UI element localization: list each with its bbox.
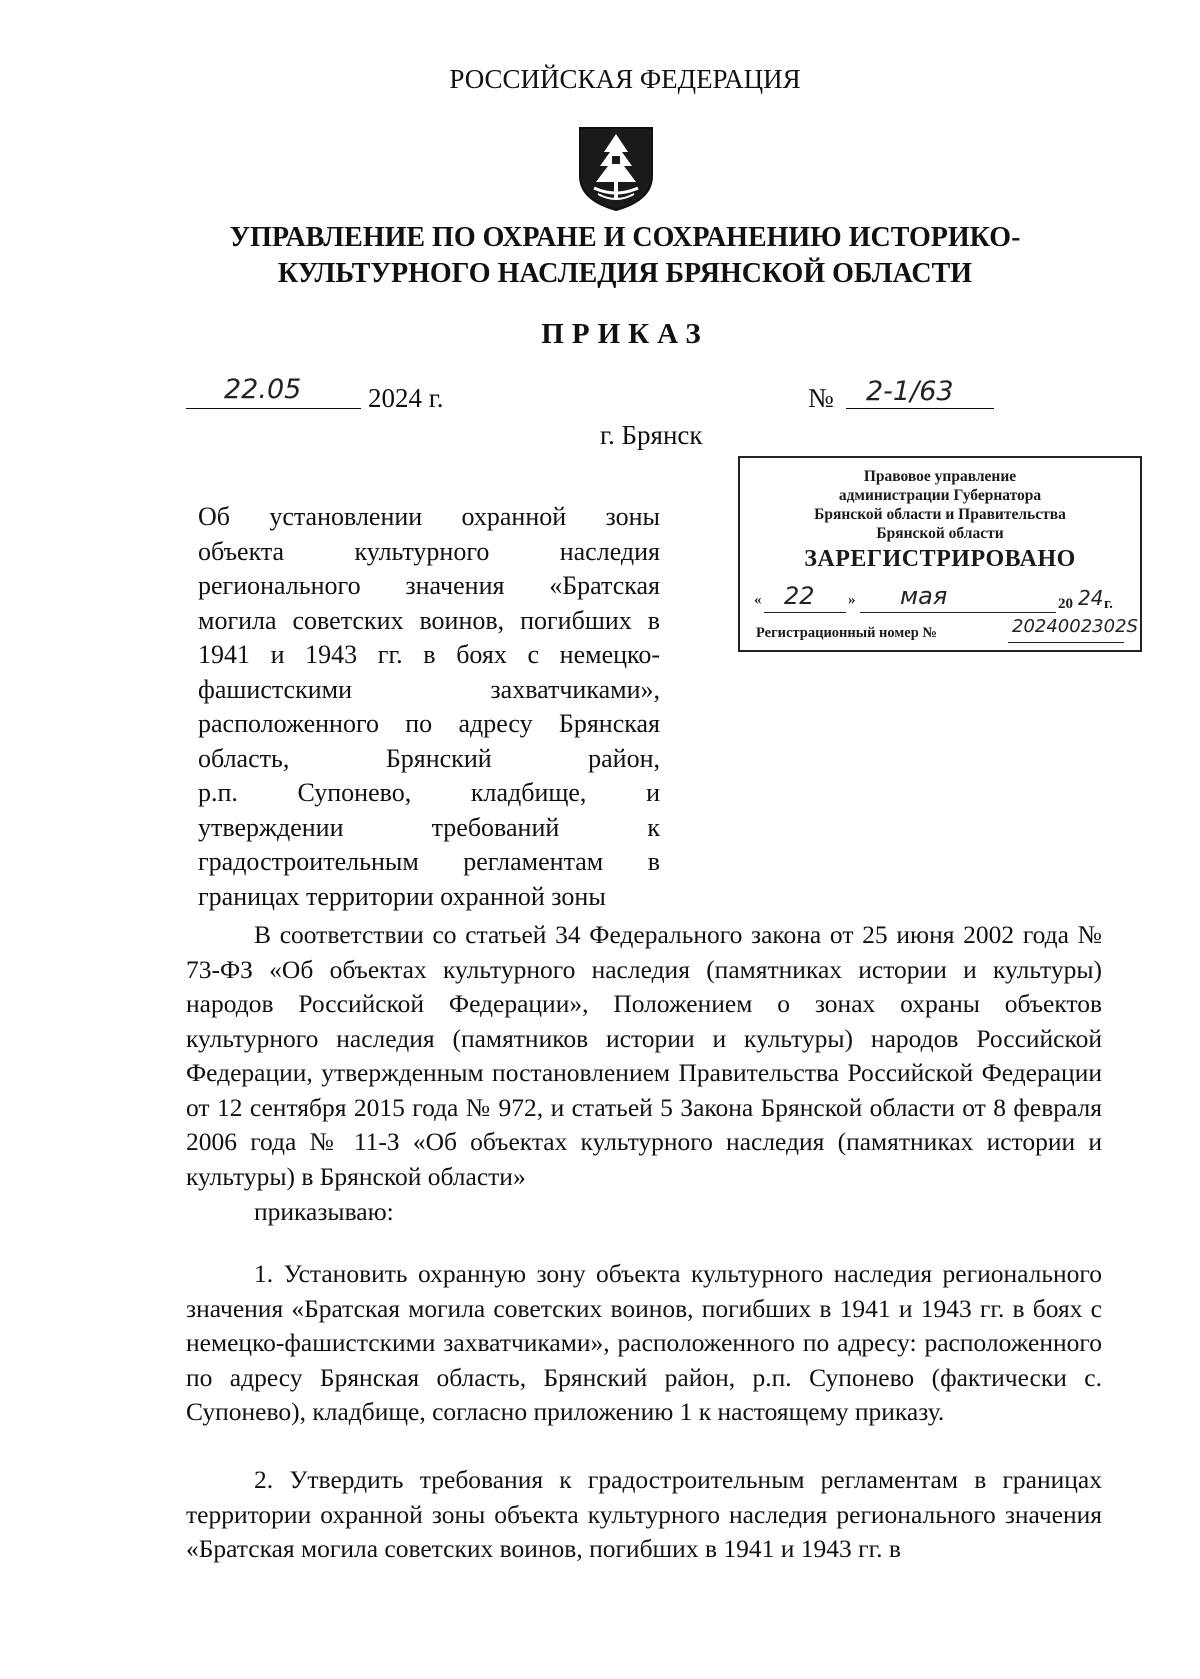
organization-title-line-2: КУЛЬТУРНОГО НАСЛЕДИЯ БРЯНСКОЙ ОБЛАСТИ	[277, 258, 973, 289]
stamp-month: мая	[900, 582, 948, 610]
order-item-1: 1. Установить охранную зону объекта культурного наследия регионального значения «Братская могила советских воинов, погибших в 1941 и 1943 гг. в боях с немецко-фашистскими захватчиками», расположенного по адресу: расположенного по адресу Брянская область, Брянский район, р.п. Супонево (фактически с. Супонево), кладбище, согласно приложению 1 к настоящему приказу.	[186, 1259, 1102, 1426]
stamp-line-1: Правовое управление	[863, 468, 1017, 485]
stamp-date	[754, 582, 1130, 616]
order-item-2: 2. Утвердить требования к градостроительным регламентам в границах территории охранной зоны объекта культурного наследия регионального значения «Братская могила советских воинов, погибших в 1941 и 1943 гг. в	[186, 1465, 1102, 1563]
stamp-day: 22	[784, 582, 815, 610]
organization-title-line-1: УПРАВЛЕНИЕ ПО ОХРАНЕ И СОХРАНЕНИЮ ИСТОРИКО-	[229, 222, 1021, 253]
subject-line: р.п. Супонево, кладбище, и	[198, 778, 660, 807]
stamp-year-suffix: г.	[1104, 596, 1113, 612]
order-subject	[198, 500, 660, 914]
registration-stamp	[738, 456, 1142, 652]
stamp-month-underline	[860, 586, 1056, 613]
stamp-year-prefix: 20	[1058, 596, 1073, 612]
subject-line: регионального значения «Братская	[198, 571, 660, 600]
subject-line: утверждении требований к	[198, 812, 660, 842]
subject-line: 1941 и 1943 гг. в боях с немецко-	[198, 640, 660, 669]
order-word: приказываю:	[254, 1197, 394, 1226]
subject-line: градостроительным регламентам в	[198, 847, 660, 876]
stamp-year: 24	[1078, 586, 1104, 610]
coat-of-arms-icon	[576, 124, 656, 212]
stamp-reg-number-label: Регистрационный номер №	[756, 625, 937, 641]
organization-title	[0, 220, 1200, 292]
stamp-registered: ЗАРЕГИСТРИРОВАНО	[804, 546, 1076, 572]
stamp-line-3: Брянской области и Правительства	[814, 506, 1066, 523]
stamp-line-2: администрации Губернатора	[838, 487, 1042, 504]
stamp-quote-close: »	[848, 592, 856, 608]
subject-line: фашистскими захватчиками»,	[198, 674, 660, 704]
order-date: 22.05	[224, 374, 302, 405]
city: г. Брянск	[600, 420, 703, 450]
subject-line: могила советских воинов, погибших в	[198, 605, 660, 635]
order-number-label: №	[808, 383, 834, 413]
federation-heading: РОССИЙСКАЯ ФЕДЕРАЦИЯ	[449, 64, 801, 94]
order-year: 2024 г.	[368, 383, 444, 413]
subject-line: объекта культурного наследия	[198, 536, 660, 566]
preamble-paragraph: В соответствии со статьей 34 Федерального закона от 25 июня 2002 года № 73-ФЗ «Об объектах культурного наследия (памятниках истории и культуры) народов Российской Федерации», Положением о зонах охраны объектов культурного наследия (памятников истории и культуры) народов Российской Федерации, утвержденным постановлением Правительства Российской Федерации от 12 сентября 2015 года № 972, и статьей 5 Закона Брянской области от 8 февраля 2006 года № 11-З «Об объектах культурного наследия (памятниках истории и культуры) в Брянской области»	[186, 920, 1102, 1191]
stamp-reg-number: 2024002302S	[1012, 616, 1138, 637]
order-number: 2-1/63	[866, 376, 954, 407]
subject-line: расположенного по адресу Брянская	[198, 709, 660, 738]
stamp-quote-open: «	[754, 592, 762, 608]
subject-line: Об установлении охранной зоны	[198, 502, 660, 531]
subject-line: границах территории охранной зоны	[198, 881, 606, 911]
subject-line: область, Брянский район,	[198, 743, 660, 773]
stamp-line-4: Брянской области	[876, 525, 1004, 542]
document-type: ПРИКАЗ	[541, 318, 709, 350]
